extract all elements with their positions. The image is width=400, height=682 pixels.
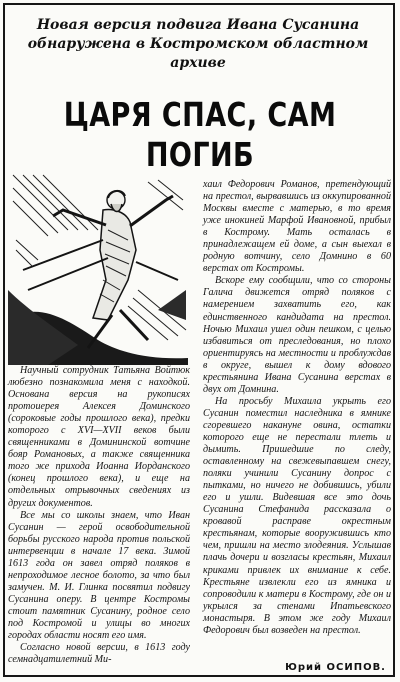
article-lead: Новая версия подвига Ивана Сусанина обнаружена в Костромском областном архиве [27, 17, 369, 71]
paragraph: Все мы со школы знаем, что Иван Сусанин — герой освободительной борьбы русского народа против польской интервенции в начале 17 века. Зимой 1613 года он завел отряд поляков в непроходимое лесное болото, за что был замучен. М. И. Глинка посвятил подвигу Сусанина оперу. В центре Костромы стоит памятник Сусанину, родное село под Костромой и улицы во многих городах области носят его имя. [8, 509, 190, 642]
article-column-right [203, 179, 391, 637]
paragraph: хаил Федорович Романов, претендующий на престол, вырвавшись из оккупированной Москвы вместе с матерью, в то время уже инокиней Марфой Ивановной, прибыл в Кострому. Мать осталась в принадлежащем ей доме, а сын выехал в родную вотчину, село Домнино в 60 верстах от Костромы. [203, 179, 391, 275]
engraving-illustration [8, 170, 188, 365]
author-signature: Юрий ОСИПОВ. [285, 662, 386, 673]
paragraph: Научный сотрудник Татьяна Войтюк любезно познакомила меня с находкой. Основана версия на рукописях протоиерея Алексея Доминского (сороковые годы прошлого века), предки которого с XVI—XVII веков были священниками в Домининской вотчине бояр Романовых, а также священника того же прихода Иоанна Иорданского (конец прошлого века), и еще на отдельных отрывочных сведениях из других документов. [8, 365, 190, 509]
paragraph: Вскоре ему сообщили, что со стороны Галича движется отряд поляков с намерением захватить его, как единственного кандидата на престол. Ночью Михаил ушел один пешком, с целью избавиться от преследования, но плохо ориентируясь на местности и проблуждав в округе, вышел к дому вдового крестьянина Ивана Сусанина верстах в двух от Домнина. [203, 275, 391, 395]
paragraph: Согласно новой версии, в 1613 году семнадцатилетний Ми- [8, 642, 190, 666]
article-column-left [8, 365, 190, 666]
article-headline: ЦАРЯ СПАС, САМ ПОГИБ [63, 95, 337, 174]
paragraph: На просьбу Михаила укрыть его Сусанин поместил наследника в ямнике сгоревшего накануне овина, остатки которого еще не перестали тлеть и дымить. Пришедшие по следу, оставленному на свежевыпавшем снегу, поляки учинили Сусанину допрос с пытками, но ничего не добившись, убили его и ушли. Видевшая все это дочь Сусанина Стефанида рассказала о кровавой расправе окрестным крестьянам, которые вооружившись кто чем, пришли на место злодеяния. Услышав плачь дочери и возгласы крестьян, Михаил криками привлек их внимание к себе. Крестьяне извлекли его из ямника и сопроводили к матери в Кострому, где он и укрылся за стенами Ипатьевского монастыря. В этом же году Михаил Федорович был возведен на престол. [203, 395, 391, 636]
